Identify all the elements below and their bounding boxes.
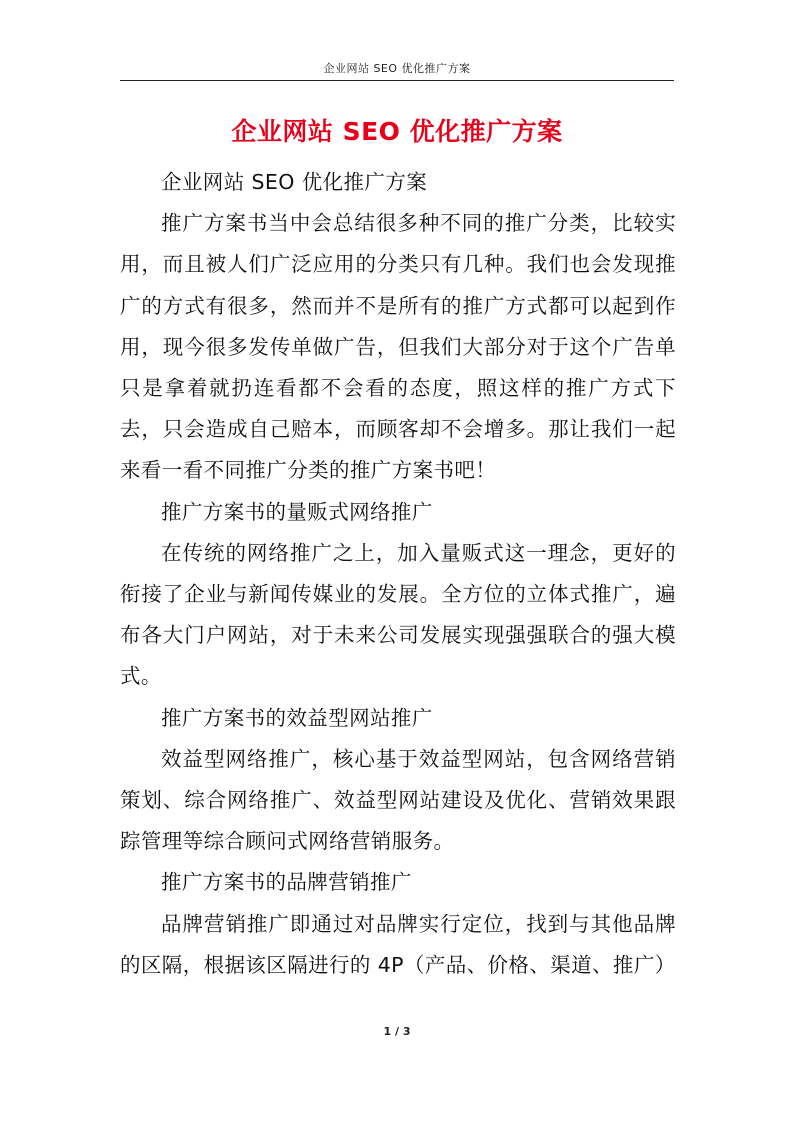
paragraph-subtitle: 企业网站 SEO 优化推广方案 bbox=[161, 170, 428, 194]
paragraph-volume-promotion: 在传统的网络推广之上，加入量贩式这一理念，更好的衔接了企业与新闻传媒业的发展。全方位的立体式推广，遍布各大门户网站，对于未来公司发展实现强强联合的强大模式。 bbox=[120, 540, 676, 689]
section-heading-benefit-website: 推广方案书的效益型网站推广 bbox=[161, 705, 433, 730]
section-heading-brand-marketing: 推广方案书的品牌营销推广 bbox=[161, 870, 412, 895]
paragraph-benefit-website: 效益型网络推广，核心基于效益型网站，包含网络营销策划、综合网络推广、效益型网站建设及优化、营销效果跟踪管理等综合顾问式网络营销服务。 bbox=[120, 746, 676, 854]
section-heading-volume-promotion: 推广方案书的量贩式网络推广 bbox=[161, 499, 433, 524]
page-number: 1 / 3 bbox=[383, 1025, 411, 1038]
running-header: 企业网站 SEO 优化推广方案 bbox=[323, 62, 471, 75]
paragraph-brand-marketing: 品牌营销推广即通过对品牌实行定位，找到与其他品牌的区隔，根据该区隔进行的 4P（产品、价格、渠道、推广） bbox=[120, 911, 676, 977]
document-body bbox=[120, 162, 676, 986]
paragraph-intro: 推广方案书当中会总结很多种不同的推广分类，比较实用，而且被人们广泛应用的分类只有几种。我们也会发现推广的方式有很多，然而并不是所有的推广方式都可以起到作用，现今很多发传单做广告，但我们大部分对于这个广告单只是拿着就扔连看都不会看的态度，照这样的推广方式下去，只会造成自己赔本，而顾客却不会增多。那让我们一起来看一看不同推广分类的推广方案书吧！ bbox=[120, 211, 676, 483]
document-title: 企业网站 SEO 优化推广方案 bbox=[231, 117, 563, 146]
header-divider bbox=[120, 80, 674, 81]
